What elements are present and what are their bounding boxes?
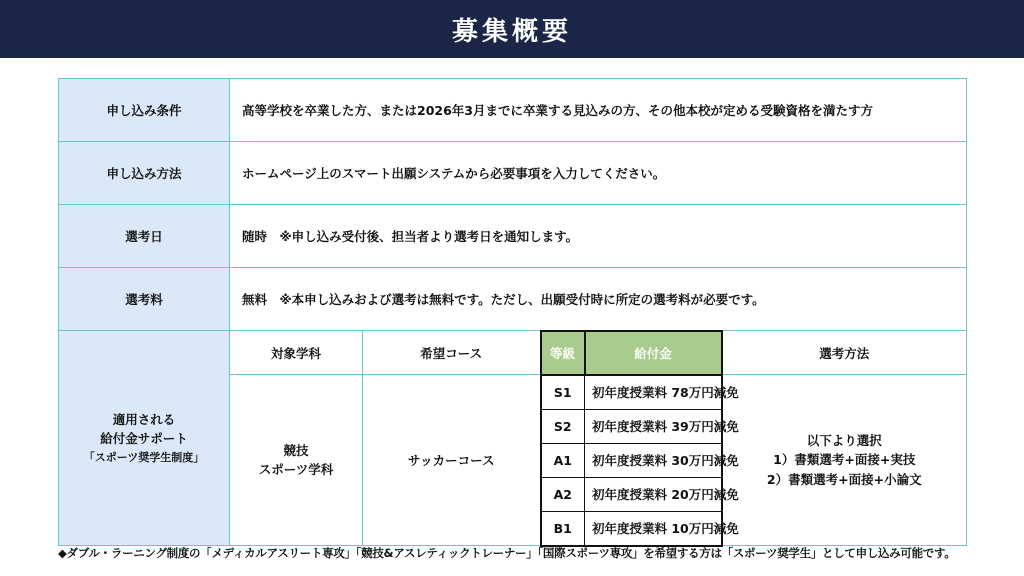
- page-title: 募集概要: [451, 16, 572, 47]
- support-label-line1: 適用される: [112, 412, 176, 428]
- method-cell: [722, 375, 967, 546]
- grade-cell: A1: [541, 443, 585, 477]
- row-label-conditions: 申し込み条件: [59, 79, 230, 142]
- support-header-row: [59, 331, 967, 375]
- row-label-fee: 選考料: [59, 268, 230, 331]
- row-value-method: ホームページ上のスマート出願システムから必要事項を入力してください。: [230, 142, 967, 205]
- support-label-line3: 「スポーツ奨学生制度」: [83, 450, 205, 464]
- amount-cell: 初年度授業料 20万円減免: [585, 477, 722, 511]
- support-label-line2: 給付金サポート: [100, 431, 188, 447]
- header-grade: 等級: [541, 331, 585, 375]
- method-line1: 以下より選択: [806, 432, 882, 448]
- row-value-selection-date: 随時 ※申し込み受付後、担当者より選考日を通知します。: [230, 205, 967, 268]
- department-cell: [230, 375, 363, 546]
- header-course: 希望コース: [363, 331, 541, 375]
- method-line3: 2）書類選考+面接+小論文: [766, 471, 922, 487]
- table-row: [59, 79, 967, 142]
- table-row: [59, 142, 967, 205]
- page-header: [0, 0, 1024, 58]
- header-amount: 給付金: [585, 331, 722, 375]
- grade-cell: A2: [541, 477, 585, 511]
- row-value-conditions: 高等学校を卒業した方、または2026年3月までに卒業する見込みの方、その他本校が定める受験資格を満たす方: [230, 79, 967, 142]
- grade-cell: S1: [541, 375, 585, 410]
- row-label-selection-date: 選考日: [59, 205, 230, 268]
- table-row: [59, 268, 967, 331]
- header-department: 対象学科: [230, 331, 363, 375]
- table-row: [59, 205, 967, 268]
- grade-cell: S2: [541, 409, 585, 443]
- support-label: [59, 331, 230, 546]
- department-line1: 競技: [283, 442, 309, 458]
- amount-cell: 初年度授業料 30万円減免: [585, 443, 722, 477]
- course-cell: サッカーコース: [363, 375, 541, 546]
- footnote: ◆ダブル・ラーニング制度の「メディカルアスリート専攻」「競技&アスレティックトレーナー」「国際スポーツ専攻」を希望する方は「スポーツ奨学生」として申し込み可能です。: [58, 546, 956, 560]
- method-line2: 1）書類選考+面接+実技: [773, 452, 916, 468]
- amount-cell: 初年度授業料 10万円減免: [585, 511, 722, 546]
- department-line2: スポーツ学科: [258, 462, 334, 477]
- row-value-fee: 無料 ※本申し込みおよび選考は無料です。ただし、出願受付時に所定の選考料が必要です。: [230, 268, 967, 331]
- amount-cell: 初年度授業料 39万円減免: [585, 409, 722, 443]
- header-method: 選考方法: [722, 331, 967, 375]
- recruitment-table: [58, 78, 967, 547]
- amount-cell: 初年度授業料 78万円減免: [585, 375, 722, 410]
- row-label-method: 申し込み方法: [59, 142, 230, 205]
- grade-cell: B1: [541, 511, 585, 546]
